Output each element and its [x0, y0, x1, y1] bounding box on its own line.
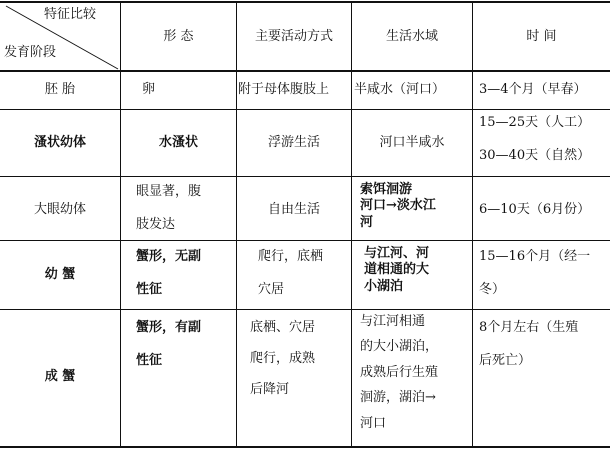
corner-label-bottom: 发育阶段	[4, 45, 57, 60]
form-cell: 蟹形，有副 性征	[136, 320, 202, 368]
column-rule	[472, 2, 473, 447]
column-header-form: 形 态	[163, 29, 194, 44]
form-cell: 水溞状	[158, 135, 198, 150]
activity-cell: 浮游生活	[267, 135, 320, 150]
time-cell: 15—16个月（经一 冬）	[479, 249, 591, 297]
activity-cell: 爬行，底栖 穴居	[258, 249, 324, 297]
activity-cell: 附于母体腹肢上	[238, 82, 330, 97]
time-cell: 3—4个月（早春）	[479, 82, 587, 97]
activity-cell: 底栖、穴居 爬行，成熟 后降河	[250, 320, 316, 398]
stage-cell: 胚 胎	[44, 82, 76, 97]
stage-cell: 成 蟹	[44, 369, 76, 384]
row-rule	[0, 240, 610, 241]
column-rule	[351, 2, 352, 447]
column-rule	[236, 2, 237, 447]
corner-label-top: 特征比较	[44, 7, 97, 22]
water-cell: 半咸水（河口）	[354, 82, 446, 97]
stage-cell: 幼 蟹	[44, 267, 76, 282]
row-rule	[0, 176, 610, 177]
time-cell: 15—25天（人工） 30—40天（自然）	[479, 115, 591, 163]
form-cell: 蟹形，无副 性征	[136, 249, 202, 297]
row-rule	[0, 109, 610, 110]
stage-cell: 大眼幼体	[33, 202, 86, 217]
column-header-water: 生活水域	[385, 29, 438, 44]
stage-cell: 溞状幼体	[33, 135, 86, 150]
table-bottom-rule	[0, 446, 610, 448]
time-cell: 6—10天（6月份）	[479, 202, 591, 217]
form-cell: 眼显著，腹 肢发达	[136, 184, 202, 232]
water-cell: 索饵洄游 河口→淡水江 河	[360, 182, 436, 230]
water-cell: 与江河相通 的大小湖泊， 成熟后行生殖 洄游，湖泊→ 河口	[360, 314, 439, 431]
time-cell: 8个月左右（生殖 后死亡）	[479, 320, 579, 368]
activity-cell: 自由生活	[267, 202, 320, 217]
row-rule	[0, 309, 610, 310]
column-header-time: 时 间	[526, 29, 557, 44]
water-cell: 与江河、河 道相通的大 小湖泊	[364, 246, 430, 294]
form-cell: 卵	[142, 82, 156, 97]
column-header-activity: 主要活动方式	[254, 29, 333, 44]
water-cell: 河口半咸水	[379, 135, 445, 150]
